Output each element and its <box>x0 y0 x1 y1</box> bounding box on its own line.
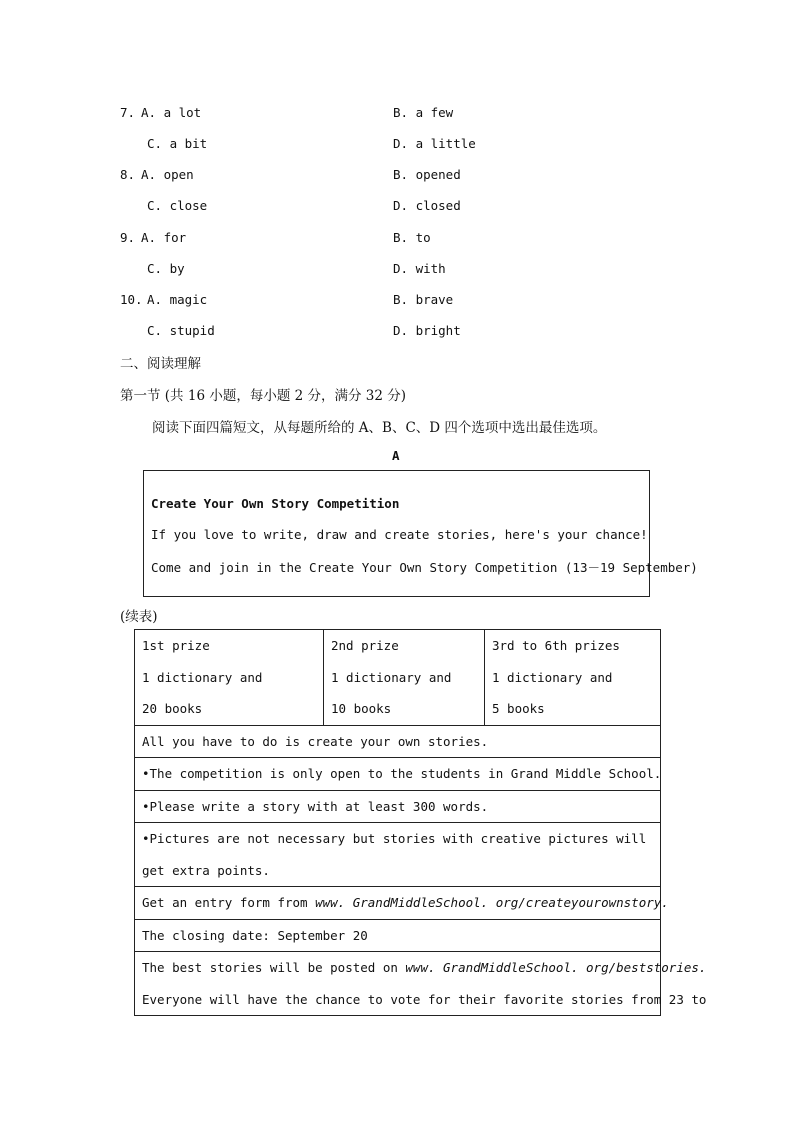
question-number: 9. <box>120 230 136 245</box>
option-a: A. for <box>141 230 187 245</box>
table-row <box>135 823 661 887</box>
continued-label: (续表) <box>120 609 158 625</box>
table-row <box>135 725 661 758</box>
question-number: 10. <box>120 292 143 307</box>
notice-title: Create Your Own Story Competition <box>151 496 400 511</box>
question-number: 8. <box>120 167 136 182</box>
prize-line-2: 20 books <box>142 701 203 716</box>
prize-name: 2nd prize <box>331 638 399 653</box>
table-row <box>135 887 661 920</box>
option-b: B. opened <box>393 167 461 182</box>
best-stories-cell <box>135 952 707 1016</box>
prize-line-1: 1 dictionary and <box>142 669 263 685</box>
prize-name: 3rd to 6th prizes <box>492 638 620 653</box>
table-row <box>135 952 661 1016</box>
entry-form-text: Get an entry form from <box>142 895 316 910</box>
option-b: B. to <box>393 230 431 245</box>
vote-text: Everyone will have the chance to vote for their favorite stories from 23 to <box>142 991 707 1007</box>
rule-bullet-3: •Pictures are not necessary but stories with creative pictures will get extra points. <box>135 823 661 887</box>
option-c: C. a bit <box>147 136 208 151</box>
instruction: 阅读下面四篇短文，从每题所给的 A、B、C、D 四个选项中选出最佳选项。 <box>152 420 607 436</box>
option-d: D. with <box>393 261 446 276</box>
entry-form-cell <box>135 887 669 920</box>
option-a: A. magic <box>147 292 208 307</box>
option-d: D. closed <box>393 198 461 213</box>
prize-line-2: 5 books <box>492 701 545 716</box>
option-d: D. a little <box>393 136 476 151</box>
question-number: 7. <box>120 105 136 120</box>
option-c: C. close <box>147 198 208 213</box>
part-title: 第一节 (共 16 小题，每小题 2 分，满分 32 分) <box>120 388 407 404</box>
rules-intro: All you have to do is create your own stories. <box>135 725 661 758</box>
rule-bullet-1: •The competition is only open to the students in Grand Middle School. <box>135 758 661 791</box>
best-stories-link[interactable]: www. GrandMiddleSchool. org/beststories. <box>405 960 707 975</box>
table-row <box>135 630 661 726</box>
closing-date: The closing date: September 20 <box>135 919 661 952</box>
table-row <box>135 790 661 823</box>
option-c: C. by <box>147 261 185 276</box>
rule-bullet-2: •Please write a story with at least 300 words. <box>135 790 661 823</box>
option-b: B. brave <box>393 292 454 307</box>
best-stories-text: The best stories will be posted on <box>142 960 406 975</box>
option-a: A. open <box>141 167 194 182</box>
notice-box <box>143 470 698 597</box>
prize-name: 1st prize <box>142 638 210 653</box>
prize-line-2: 10 books <box>331 701 392 716</box>
prize-cell <box>135 630 324 726</box>
notice-line-2: Come and join in the Create Your Own Story Competition (13－19 September) <box>151 560 698 575</box>
notice-line-1: If you love to write, draw and create stories, here's your chance! <box>151 527 648 542</box>
prize-line-1: 1 dictionary and <box>492 669 613 685</box>
prize-table <box>134 629 707 1016</box>
section-title: 二、阅读理解 <box>120 356 201 372</box>
prize-cell <box>324 630 485 726</box>
option-a: A. a lot <box>141 105 202 120</box>
option-d: D. bright <box>393 323 461 338</box>
option-c: C. stupid <box>147 323 215 338</box>
table-row <box>135 919 661 952</box>
option-b: B. a few <box>393 105 454 120</box>
entry-form-link[interactable]: www. GrandMiddleSchool. org/createyourownstory. <box>315 895 669 910</box>
passage-label: A <box>392 448 400 463</box>
table-row <box>135 758 661 791</box>
prize-cell <box>485 630 661 726</box>
prize-line-1: 1 dictionary and <box>331 669 452 685</box>
